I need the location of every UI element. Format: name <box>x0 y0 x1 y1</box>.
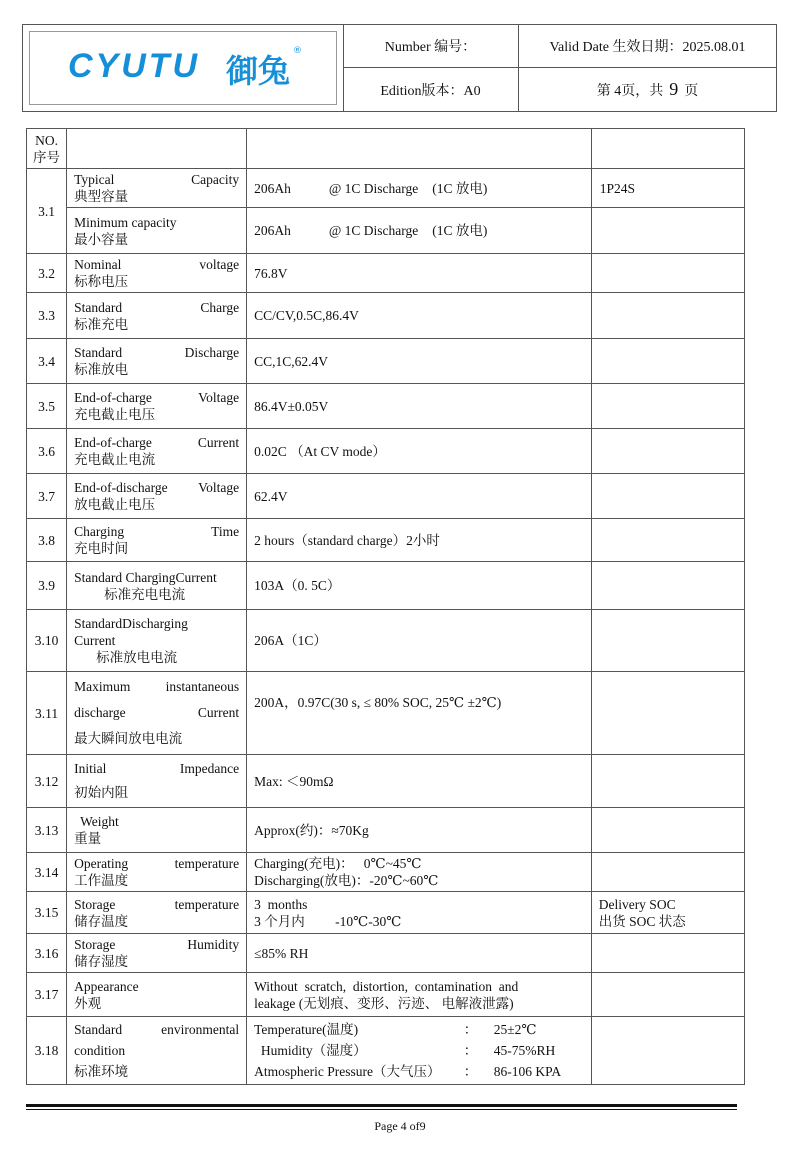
document-header <box>22 24 777 112</box>
edition-label: Edition版本：A0 <box>343 68 519 111</box>
logo-cn: 御兔 <box>226 52 291 90</box>
table-row: 3.7 End-of-discharge Voltage 放电截止电压 62.4V <box>27 474 745 519</box>
table-row: 3.6 End-of-charge Current 充电截止电流 0.02C （At CV mode） <box>27 429 745 474</box>
logo <box>29 31 337 105</box>
footer-rule-thick <box>26 1104 737 1107</box>
table-header-row <box>27 129 745 169</box>
table-row: 3.16 Storage Humidity 储存湿度 ≤85% RH <box>27 934 745 973</box>
table-row: 3.13 Weight 重量 Approx(约)：≈70Kg <box>27 808 745 853</box>
table-row: 3.18 Standard environmental condition 标准环境 Temperature(温度) ： 25±2℃ Humidity（湿度） ： 45-75%RH Atmospheric Pressure（大气压） ： 86-106 KPA <box>27 1017 745 1085</box>
table-row: 3.10 StandardDischarging Current 标准放电电流 206A（1C） <box>27 610 745 672</box>
table-row: 3.5 End-of-charge Voltage 充电截止电压 86.4V±0.05V <box>27 384 745 429</box>
page-footer: Page 4 of9 <box>374 1119 426 1133</box>
spec-table <box>26 128 745 1085</box>
page-count: 第 4页，共 9 页 <box>596 79 699 99</box>
logo-text: CYUTU <box>68 47 201 85</box>
table-row: 3.8 Charging Time 充电时间 2 hours（standard charge）2小时 <box>27 519 745 562</box>
logo-cell <box>23 25 344 111</box>
table-row: 3.4 Standard Discharge 标准放电 CC,1C,62.4V <box>27 339 745 384</box>
table-row: 3.1 Typical Capacity 典型容量 206Ah @ 1C Discharge (1C 放电) 1P24S <box>27 169 745 208</box>
number-label: Number 编号： <box>343 25 519 68</box>
table-row: 3.14 Operating temperature 工作温度 Charging(充电)： 0℃~45℃ Discharging(放电)：-20℃~60℃ <box>27 853 745 892</box>
table-row: 3.15 Storage temperature 储存温度 3 months 3 个月内 -10℃-30℃ Delivery SOC 出货 SOC 状态 <box>27 892 745 934</box>
table-row: 3.2 Nominal voltage 标称电压 76.8V <box>27 254 745 293</box>
table-row: 3.12 Initial Impedance 初始内阻 Max: ＜90mΩ <box>27 755 745 808</box>
header-no: NO. 序号 <box>27 129 67 169</box>
registered-mark: ® <box>293 46 302 56</box>
table-row: 3.9 Standard ChargingCurrent 标准充电电流 103A（0. 5C） <box>27 562 745 610</box>
footer-rule-thin <box>26 1109 737 1110</box>
table-row: 3.3 Standard Charge 标准充电 CC/CV,0.5C,86.4V <box>27 293 745 339</box>
table-row: 3.17 Appearance 外观 Without scratch, distortion, contamination and leakage (无划痕、变形、污迹、 电解液泄露) <box>27 973 745 1017</box>
valid-date: Valid Date 生效日期：2025.08.01 <box>519 25 776 68</box>
table-row: Minimum capacity 最小容量 206Ah @ 1C Discharge (1C 放电) <box>27 208 745 254</box>
table-row: 3.11 Maximum instantaneous discharge Current 最大瞬间放电电流 200A，0.97C(30 s, ≤ 80% SOC, 25℃ ±2℃) <box>27 672 745 755</box>
